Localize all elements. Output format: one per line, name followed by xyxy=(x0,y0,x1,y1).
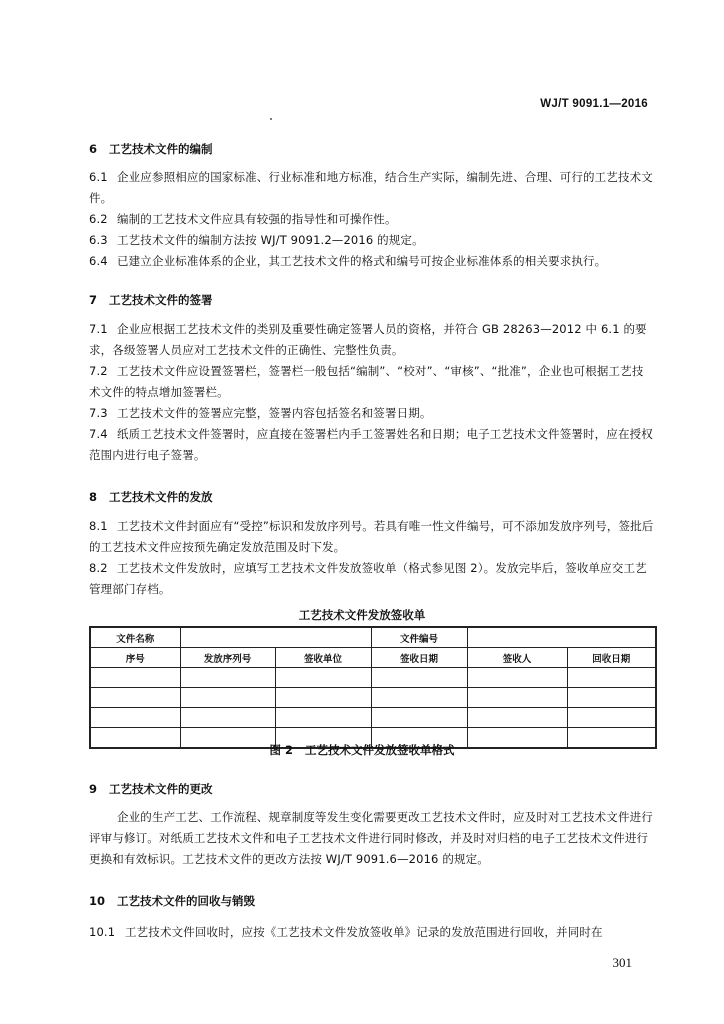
page-number: 301 xyxy=(612,955,632,970)
table-row xyxy=(90,708,656,728)
col-receiving-unit: 签收单位 xyxy=(275,648,371,668)
clause-7-3 xyxy=(89,403,654,424)
clause-number: 7.1 xyxy=(89,322,108,336)
clause-7-1 xyxy=(89,319,654,361)
clause-text: 编制的工艺技术文件应具有较强的指导性和可操作性。 xyxy=(117,212,397,226)
table-cell xyxy=(467,668,567,688)
section-9-paragraph: 企业的生产工艺、工作流程、规章制度等发生变化需要更改工艺技术文件时，应及时对工艺技术文件进行评审与修订。对纸质工艺技术文件和电子工艺技术文件进行同时修改，并及时对归档的电子工艺技术文件进行更换和有效标识。工艺技术文件的更改方法按 WJ/T 9091.6—2016 的规定。 xyxy=(89,810,653,866)
column-header-row xyxy=(90,648,656,668)
table-cell xyxy=(180,708,275,728)
clause-6-3 xyxy=(89,230,654,251)
table-cell xyxy=(467,708,567,728)
clause-6-4 xyxy=(89,251,654,272)
clause-text: 工艺技术文件的编制方法按 WJ/T 9091.2—2016 的规定。 xyxy=(117,233,424,247)
table-cell xyxy=(180,668,275,688)
col-serial: 序号 xyxy=(90,648,180,668)
table-row xyxy=(90,668,656,688)
clause-number: 7.3 xyxy=(89,406,108,420)
standard-number: WJ/T 9091.1—2016 xyxy=(540,98,648,110)
section-8-heading: 8 工艺技术文件的发放 xyxy=(89,490,213,504)
clause-text: 纸质工艺技术文件签署时，应直接在签署栏内手工签署姓名和日期；电子工艺技术文件签署时，应在授权范围内进行电子签署。 xyxy=(89,427,653,462)
clause-text: 工艺技术文件发放时，应填写工艺技术文件发放签收单（格式参见图 2）。发放完毕后，签收单应交工艺管理部门存档。 xyxy=(89,561,647,596)
file-no-label: 文件编号 xyxy=(371,627,467,648)
speck-mark xyxy=(270,118,272,120)
clause-text: 工艺技术文件的签署应完整，签署内容包括签名和签署日期。 xyxy=(117,406,432,420)
clause-number: 7.2 xyxy=(89,364,108,378)
clause-number: 8.2 xyxy=(89,561,108,575)
section-7-heading: 7 工艺技术文件的签署 xyxy=(89,293,213,307)
section-6-heading: 6 工艺技术文件的编制 xyxy=(89,142,213,156)
table-cell xyxy=(275,668,371,688)
table-cell xyxy=(180,688,275,708)
section-10-heading: 10 工艺技术文件的回收与销毁 xyxy=(89,894,256,908)
clause-text: 工艺技术文件回收时，应按《工艺技术文件发放签收单》记录的发放范围进行回收，并同时在 xyxy=(125,925,603,939)
file-no-value xyxy=(467,627,656,648)
clause-number: 10.1 xyxy=(89,925,116,939)
issue-receipt-form xyxy=(89,626,657,749)
clause-6-2 xyxy=(89,209,654,230)
col-recall-date: 回收日期 xyxy=(567,648,656,668)
table-cell xyxy=(90,708,180,728)
clause-text: 工艺技术文件应设置签署栏，签署栏一般包括“编制”、“校对”、“审核”、“批准”，企业也可根据工艺技术文件的特点增加签署栏。 xyxy=(89,364,644,399)
clause-text: 工艺技术文件封面应有“受控”标识和发放序列号。若具有唯一性文件编号，可不添加发放序列号，签批后的工艺技术文件应按预先确定发放范围及时下发。 xyxy=(89,519,654,554)
clause-number: 6.3 xyxy=(89,233,108,247)
table-row xyxy=(90,688,656,708)
form-title: 工艺技术文件发放签收单 xyxy=(298,608,426,622)
figure-caption: 图 2 工艺技术文件发放签收单格式 xyxy=(269,743,455,757)
clause-number: 8.1 xyxy=(89,519,108,533)
col-receipt-date: 签收日期 xyxy=(371,648,467,668)
form-header-row xyxy=(90,627,656,648)
table-cell xyxy=(90,668,180,688)
clause-number: 6.1 xyxy=(89,170,108,184)
clause-10-1 xyxy=(89,922,654,943)
table-cell xyxy=(567,708,656,728)
clause-7-2 xyxy=(89,361,654,403)
table-cell xyxy=(567,688,656,708)
table-cell xyxy=(371,708,467,728)
col-issue-serial: 发放序列号 xyxy=(180,648,275,668)
table-cell xyxy=(467,688,567,708)
clause-number: 6.4 xyxy=(89,254,108,268)
clause-8-1 xyxy=(89,516,654,558)
clause-number: 7.4 xyxy=(89,427,108,441)
clause-8-2 xyxy=(89,558,654,600)
table-cell xyxy=(371,688,467,708)
clause-text: 企业应根据工艺技术文件的类别及重要性确定签署人员的资格，并符合 GB 28263—2012 中 6.1 的要求，各级签署人员应对工艺技术文件的正确性、完整性负责。 xyxy=(89,322,647,357)
clause-text: 已建立企业标准体系的企业，其工艺技术文件的格式和编号可按企业标准体系的相关要求执行。 xyxy=(117,254,607,268)
clause-text: 企业应参照相应的国家标准、行业标准和地方标准，结合生产实际，编制先进、合理、可行的工艺技术文件。 xyxy=(89,170,653,205)
clause-number: 6.2 xyxy=(89,212,108,226)
table-cell xyxy=(371,668,467,688)
clause-6-1 xyxy=(89,167,654,209)
file-name-value xyxy=(180,627,371,648)
table-cell xyxy=(275,708,371,728)
table-cell xyxy=(275,688,371,708)
file-name-label: 文件名称 xyxy=(90,627,180,648)
clause-7-4 xyxy=(89,424,654,466)
section-9-heading: 9 工艺技术文件的更改 xyxy=(89,782,213,796)
table-cell xyxy=(567,668,656,688)
table-cell xyxy=(90,688,180,708)
col-receiver: 签收人 xyxy=(467,648,567,668)
